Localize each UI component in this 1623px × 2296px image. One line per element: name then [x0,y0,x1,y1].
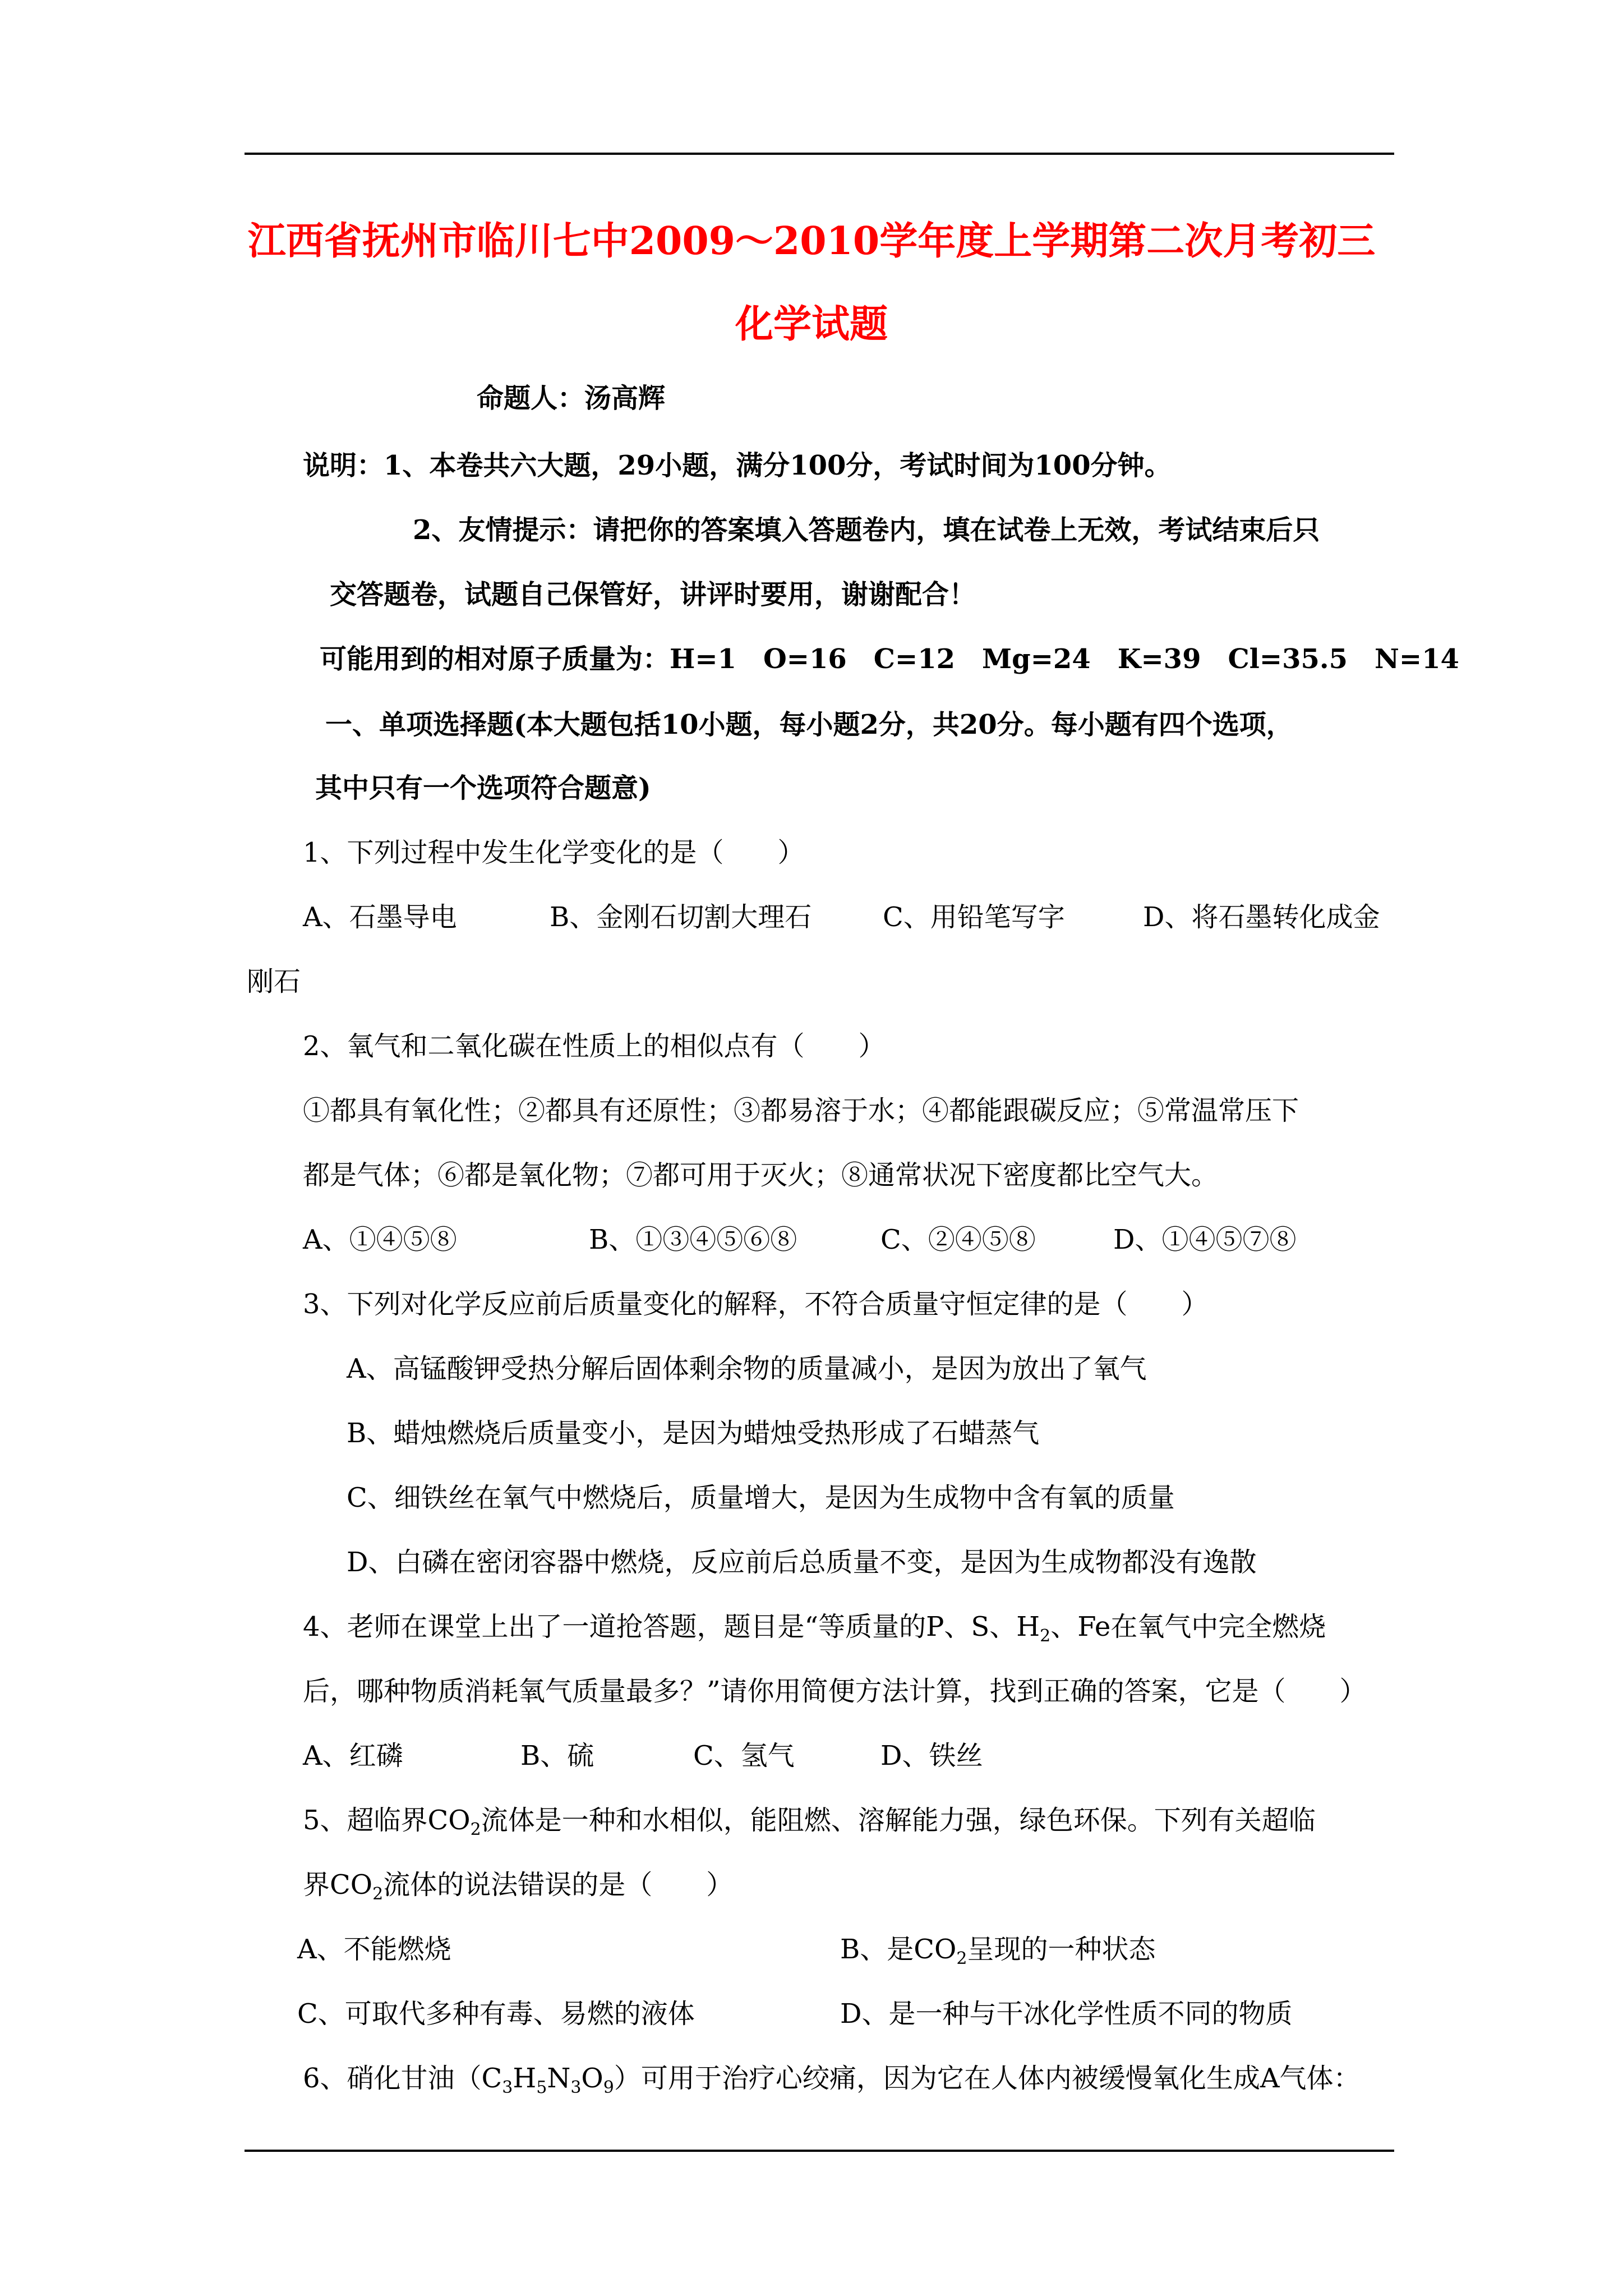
q1-option-d-cont: 刚石 [247,966,301,997]
note-1: 说明：1、本卷共六大题，29小题，满分100分，考试时间为100分钟。 [303,450,1172,481]
q6-stem-post: ）可用于治疗心绞痛，因为它在人体内被缓慢氧化生成A气体： [614,2063,1361,2094]
q2-stem: 2、氧气和二氧化碳在性质上的相似点有（ ） [303,1030,886,1062]
exam-title-line2: 化学试题 [735,302,888,347]
q4-stem [303,1610,1326,1644]
q4-stem-sub: 2 [1040,1626,1051,1646]
q3-stem: 3、下列对化学反应前后质量变化的解释，不符合质量守恒定律的是（ ） [303,1289,1209,1320]
q2-option-c: C、②④⑤⑧ [880,1224,1036,1255]
q5-option-c: C、可取代多种有毒、易燃的液体 [297,1998,695,2030]
q3-option-a: A、高锰酸钾受热分解后固体剩余物的质量减小，是因为放出了氧气 [347,1353,1147,1384]
q5-option-b-pre: B、是CO [840,1934,957,1965]
q6-sub-2: 5 [536,2078,547,2097]
q5-stem2-pre: 界CO [303,1869,373,1901]
q4-option-a: A、红磷 [303,1740,403,1772]
q5-option-b [840,1932,1155,1966]
q5-stem-pre: 5、超临界CO [303,1805,471,1836]
q6-stem-pre: 6、硝化甘油（C [303,2063,502,2094]
q5-stem-post: 流体是一种和水相似，能阻燃、溶解能力强，绿色环保。下列有关超临 [481,1805,1316,1836]
q1-option-b: B、金刚石切割大理石 [550,901,812,933]
q2-statements-line2: 都是气体；⑥都是氧化物；⑦都可用于灭火；⑧通常状况下密度都比空气大。 [303,1159,1219,1191]
q6-stem [303,2062,1361,2095]
q1-option-c: C、用铅笔写字 [883,901,1065,933]
q5-stem-line2 [303,1868,733,1902]
q6-sub-3: 3 [570,2078,582,2097]
q2-option-d: D、①④⑤⑦⑧ [1113,1224,1297,1255]
q4-stem-line2: 后，哪种物质消耗氧气质量最多？”请你用简便方法计算，找到正确的答案，它是（ ） [303,1676,1367,1707]
q6-mid-1: H [513,2063,537,2094]
q1-option-d: D、将石墨转化成金 [1143,901,1380,933]
q5-stem2-post: 流体的说法错误的是（ ） [383,1869,734,1901]
q5-stem2-sub: 2 [372,1884,384,1904]
q4-stem-pre: 4、老师在课堂上出了一道抢答题，题目是“等质量的P、S、H [303,1611,1040,1642]
q4-option-d: D、铁丝 [880,1740,983,1772]
note-2-line1: 2、友情提示：请把你的答案填入答题卷内，填在试卷上无效，考试结束后只 [413,514,1320,546]
footer-rule [245,2150,1394,2152]
q3-option-b: B、蜡烛燃烧后质量变小，是因为蜡烛受热形成了石蜡蒸气 [347,1418,1040,1449]
note-2-line2: 交答题卷，试题自己保管好，讲评时要用，谢谢配合！ [330,579,976,610]
q5-stem [303,1803,1316,1837]
q1-stem: 1、下列过程中发生化学变化的是（ ） [303,837,805,868]
section-1-heading: 一、单项选择题(本大题包括10小题，每小题2分，共20分。每小题有四个选项， [325,709,1293,740]
q5-option-d: D、是一种与干冰化学性质不同的物质 [840,1998,1293,2030]
q6-sub-4: 9 [603,2078,614,2097]
q3-option-c: C、细铁丝在氧气中燃烧后，质量增大，是因为生成物中含有氧的质量 [347,1482,1175,1513]
q2-option-a: A、①④⑤⑧ [303,1224,457,1255]
section-1-heading-cont: 其中只有一个选项符合题意) [315,772,651,804]
header-rule [245,153,1394,155]
q5-option-a: A、不能燃烧 [297,1934,451,1965]
q1-option-a: A、石墨导电 [303,901,457,933]
exam-title-line1: 江西省抚州市临川七中2009～2010学年度上学期第二次月考初三 [247,219,1376,264]
q5-option-b-post: 呈现的一种状态 [967,1934,1156,1965]
q6-sub-1: 3 [502,2078,513,2097]
q6-mid-3: O [581,2063,603,2094]
q4-option-c: C、氢气 [693,1740,795,1772]
q2-statements-line1: ①都具有氧化性；②都具有还原性；③都易溶于水；④都能跟碳反应；⑤常温常压下 [303,1095,1299,1126]
q4-stem-post: 、Fe在氧气中完全燃烧 [1050,1611,1326,1642]
author: 命题人：汤高辉 [477,383,666,414]
q5-option-b-sub: 2 [956,1949,967,1968]
q5-stem-sub: 2 [470,1820,481,1839]
q3-option-d: D、白磷在密闭容器中燃烧，反应前后总质量不变，是因为生成物都没有逸散 [347,1547,1257,1578]
atomic-mass-note: 可能用到的相对原子质量为：H=1 O=16 C=12 Mg=24 K=39 Cl=35.5 N=14 [320,643,1459,675]
q6-mid-2: N [547,2063,571,2094]
q2-option-b: B、①③④⑤⑥⑧ [589,1224,797,1255]
q4-option-b: B、硫 [520,1740,594,1772]
